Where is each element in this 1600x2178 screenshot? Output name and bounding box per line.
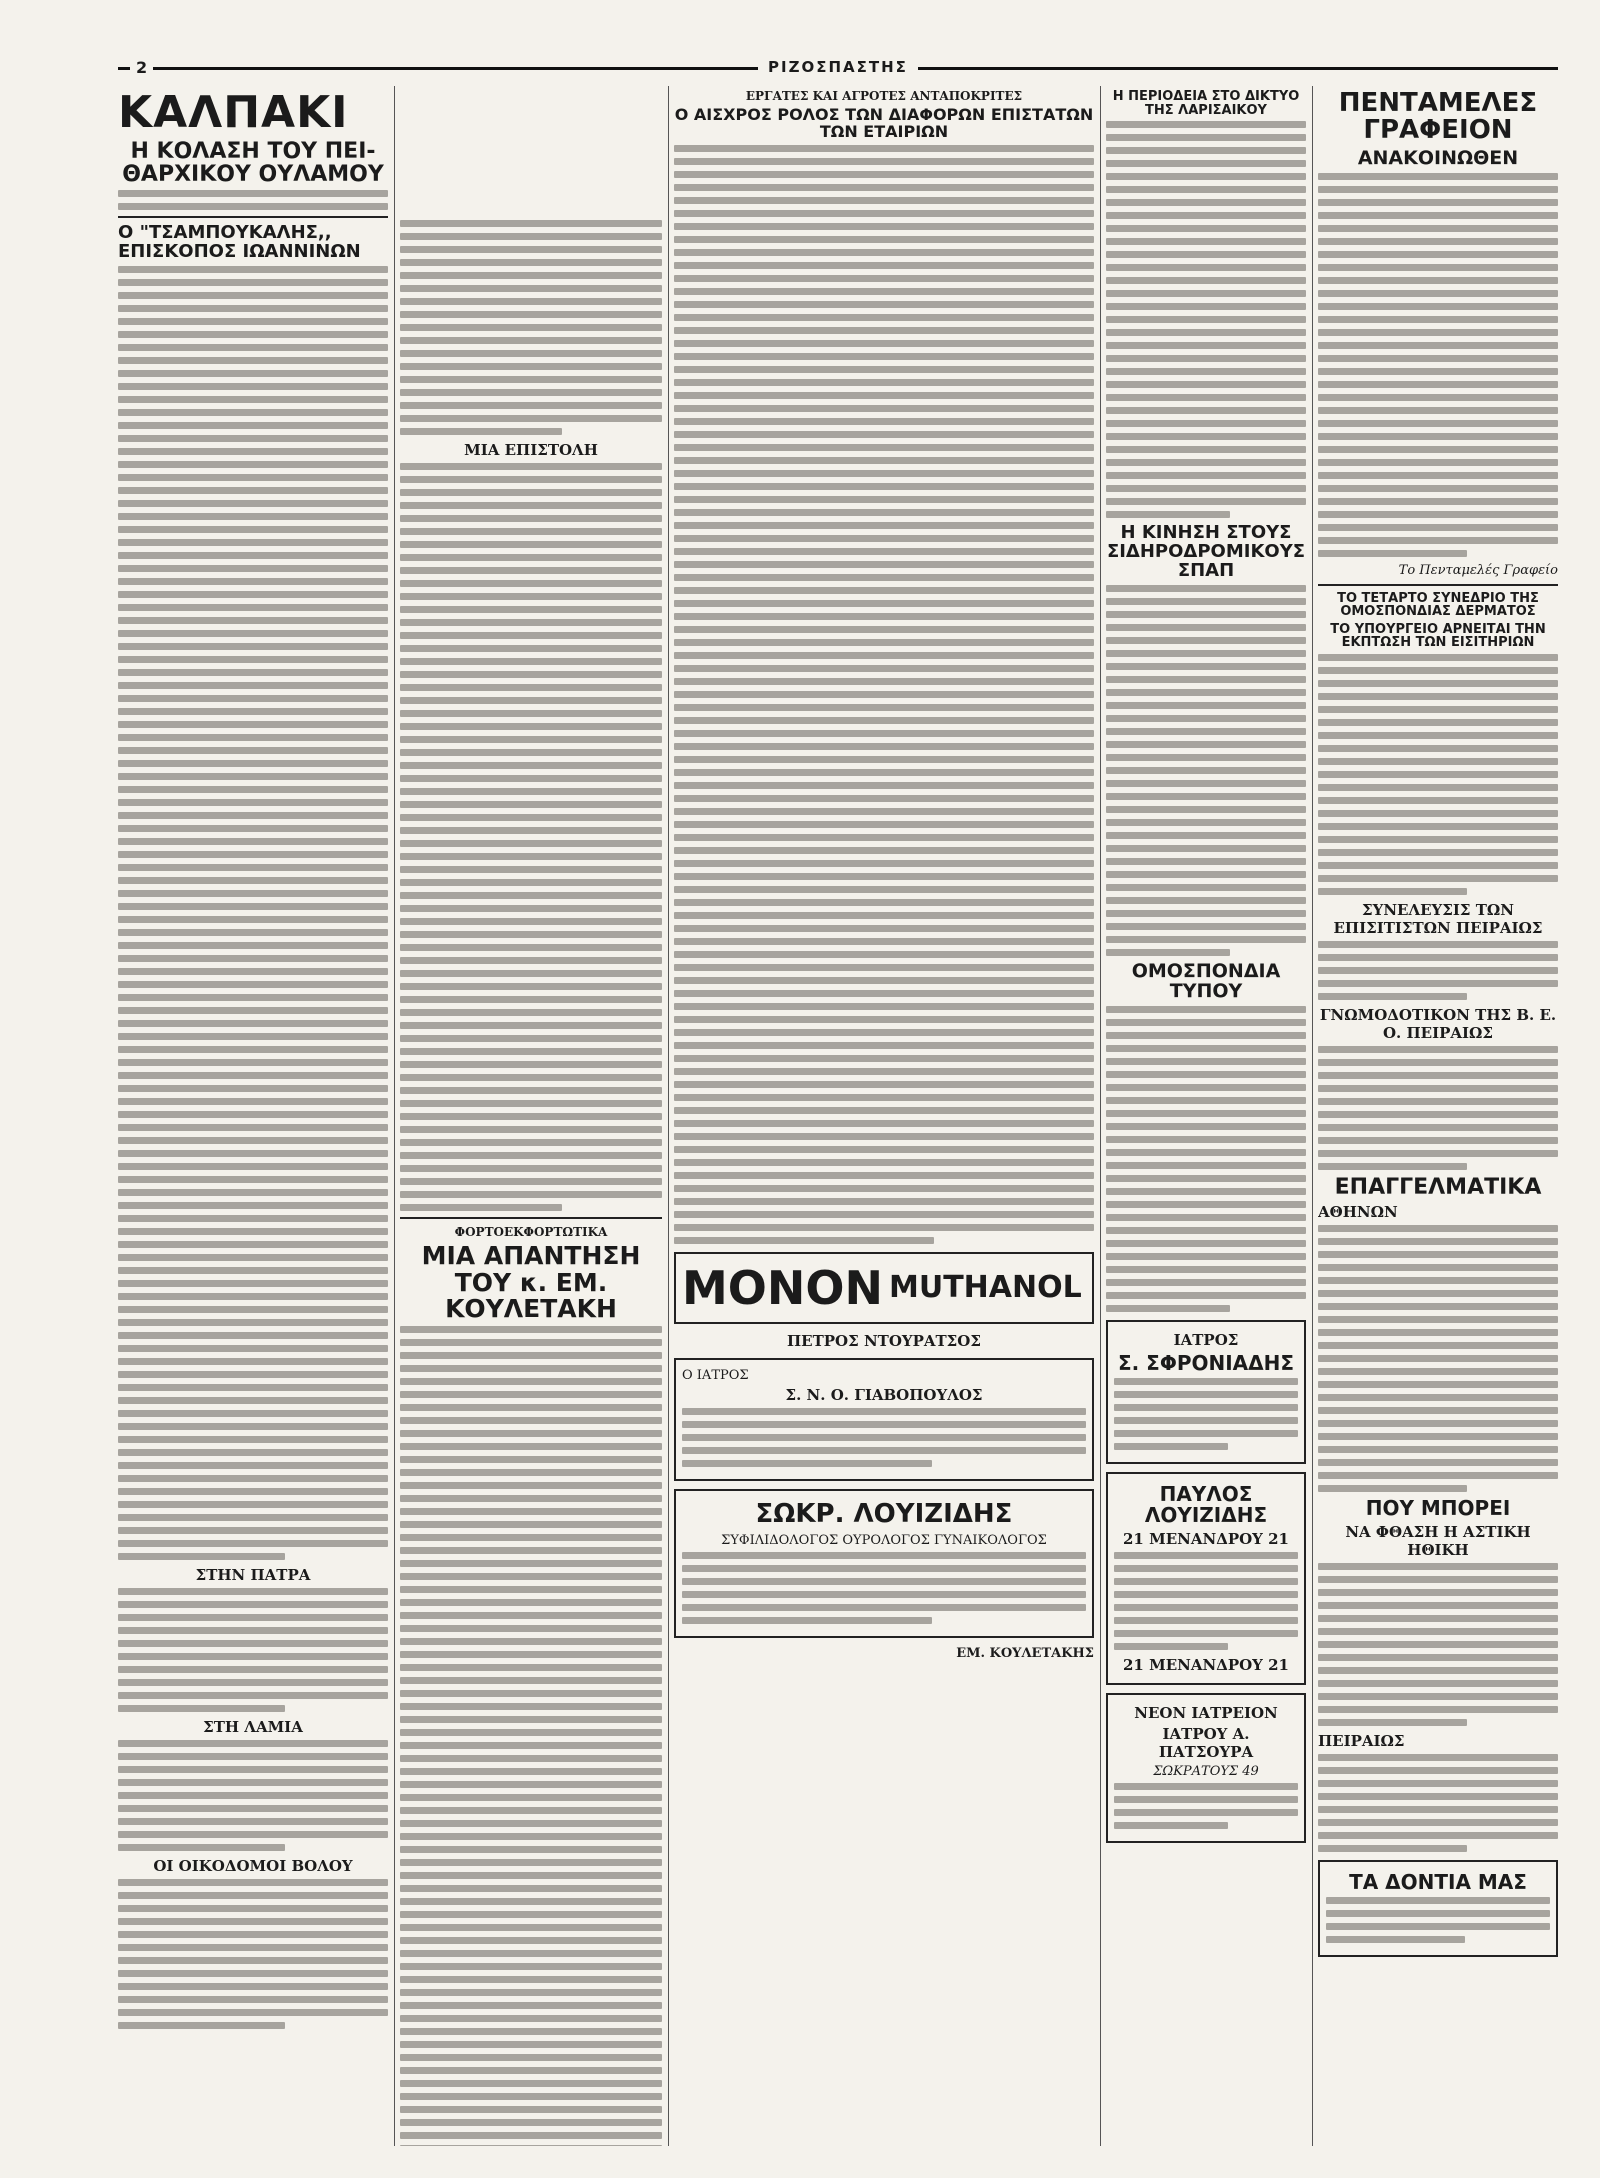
headline-epaggelmatika: ΕΠΑΓΓΕΛΜΑΤΙΚΑ <box>1334 1175 1542 1201</box>
ad-iatros-name: Σ. ΣΦΡΟΝΙΑΔΗΣ <box>1117 1350 1295 1375</box>
ad-doctor-label: Ο ΙΑΤΡΟΣ <box>682 1368 749 1384</box>
headline-kalpaki: ΚΑΛΠΑΚΙ <box>118 87 349 138</box>
ad-doctor-name: Σ. Ν. Ο. ΓΙΑΒΟΠΟΥΛΟΣ <box>785 1386 983 1405</box>
headline-pentameles: ΠΕΝΤΑΜΕΛΕΣ ΓΡΑΦΕΙΟΝ <box>1338 88 1538 146</box>
newspaper-title: ΡΙΖΟΣΠΑΣΤΗΣ <box>758 58 918 76</box>
subheadline-kolasi: Η ΚΟΛΑΣΗ ΤΟΥ ΠΕΙ-ΘΑΡΧΙΚΟΥ ΟΥΛΑΜΟΥ <box>122 139 384 188</box>
body-text-block <box>1318 173 1558 557</box>
column-1 <box>118 86 388 2146</box>
ad-neo-name: ΙΑΤΡΟΥ Α. ΠΑΤΣΟΥΡΑ <box>1158 1724 1254 1761</box>
signature: ΕΜ. ΚΟΥΛΕΤΑΚΗΣ <box>956 1645 1094 1661</box>
headline-derm-1: ΤΟ ΤΕΤΑΡΤΟ ΣΥΝΕΔΡΙΟ ΤΗΣ ΟΜΟΣΠΟΝΔΙΑΣ ΔΕΡΜΑΤΟΣ <box>1337 590 1539 620</box>
body-text-block <box>1106 585 1306 956</box>
column-rule <box>1312 86 1313 2146</box>
ad-body <box>682 1552 1086 1624</box>
headline-aisxros-rolos: Ο ΑΙΣΧΡΟΣ ΡΟΛΟΣ ΤΩΝ ΔΙΑΦΟΡΩΝ ΕΠΙΣΤΑΤΩΝ ΤΩΝ ΕΤΑΙΡΙΩΝ <box>674 105 1094 142</box>
page-number: 2 <box>130 58 153 77</box>
section-rule <box>1318 584 1558 586</box>
section-rule <box>118 216 388 218</box>
column-5 <box>1318 86 1558 2146</box>
ad-muthanol <box>674 1252 1094 1324</box>
subhead-patra: ΣΤΗΝ ΠΑΤΡΑ <box>195 1566 311 1585</box>
kicker-periodeia: Η ΠΕΡΙΟΔΕΙΑ ΣΤΟ ΔΙΚΤΥΟ ΤΗΣ ΛΑΡΙΣΑΙΚΟΥ <box>1112 89 1300 118</box>
body-text-block <box>1318 1225 1558 1492</box>
body-text-block <box>1106 121 1306 518</box>
subhead-athinon: ΑΘΗΝΩΝ <box>1318 1203 1398 1222</box>
subheadline-tsampoukalis: Ο "ΤΣΑΜΠΟΥΚΑΛΗΣ,, ΕΠΙΣΚΟΠΟΣ ΙΩΑΝΝΙΝΩΝ <box>118 222 361 263</box>
newspaper-page <box>118 58 1558 2150</box>
ad-agent: ΠΕΤΡΟΣ ΝΤΟΥΡΑΤΣΟΣ <box>787 1332 981 1351</box>
body-text-block <box>400 463 662 1211</box>
ad-neo-address: ΣΩΚΡΑΤΟΥΣ 49 <box>1153 1763 1259 1779</box>
column-2 <box>400 86 662 2146</box>
body-text-block <box>1318 1046 1558 1170</box>
column-rule <box>394 86 395 2146</box>
ad-body <box>1326 1897 1550 1943</box>
body-text-block <box>1318 1563 1558 1726</box>
subhead-volos: ΟΙ ΟΙΚΟΔΟΜΟΙ ΒΟΛΟΥ <box>153 1857 353 1876</box>
ad-muthanol-brand: MUTHANOL <box>888 1270 1082 1306</box>
ad-louizidis-sub: ΣΥΦΙΛΙΔΟΛΟΓΟΣ ΟΥΡΟΛΟΓΟΣ ΓΥΝΑΙΚΟΛΟΓΟΣ <box>721 1532 1047 1548</box>
signature-pentameles: Το Πενταμελές Γραφείο <box>1398 562 1558 578</box>
subhead-lamia: ΣΤΗ ΛΑΜΙΑ <box>203 1718 303 1737</box>
headline-kinisi: Η ΚΙΝΗΣΗ ΣΤΟΥΣ ΣΙΔΗΡΟΔΡΟΜΙΚΟΥΣ ΣΠΑΠ <box>1106 522 1306 582</box>
headline-ta-dontia: ΤΑ ΔΟΝΤΙΑ ΜΑΣ <box>1349 1870 1527 1895</box>
body-text-block <box>674 145 1094 1244</box>
column-3 <box>674 86 1094 2146</box>
body-text-block <box>400 220 662 435</box>
ad-body <box>1114 1552 1298 1650</box>
body-text-block <box>1318 1754 1558 1852</box>
headline-gnomodotikon: ΓΝΩΜΟΔΟΤΙΚΟΝ ΤΗΣ Β. Ε. Ο. ΠΕΙΡΑΙΩΣ <box>1319 1006 1557 1043</box>
column-rule <box>1100 86 1101 2146</box>
body-text-block <box>118 190 388 210</box>
body-text-block <box>118 1879 388 2029</box>
column-4 <box>1106 86 1306 2146</box>
body-text-block <box>118 266 388 1560</box>
ad-doctor-giavopoulos <box>674 1358 1094 1481</box>
subheadline-anakoinothen: ΑΝΑΚΟΙΝΩΘΕΝ <box>1357 146 1519 169</box>
ad-pavlos-name: ΠΑΥΛΟΣ ΛΟΥΙΖΙΔΗΣ <box>1144 1481 1268 1527</box>
body-text-block <box>400 1326 662 2146</box>
ad-neo-iatreion <box>1106 1693 1306 1843</box>
ad-pavlos-louizidis <box>1106 1472 1306 1685</box>
masthead <box>118 58 1558 80</box>
subheadline-pou-mporei: ΝΑ ΦΘΑΣΗ Η ΑΣΤΙΚΗ ΗΘΙΚΗ <box>1345 1523 1531 1560</box>
body-text-block <box>1106 1006 1306 1312</box>
section-rule <box>400 1217 662 1219</box>
ad-body <box>1114 1378 1298 1450</box>
ad-body <box>1114 1783 1298 1829</box>
body-text-block <box>118 1588 388 1712</box>
kicker-ergates: ΕΡΓΑΤΕΣ ΚΑΙ ΑΓΡΟΤΕΣ ΑΝΤΑΠΟΚΡΙΤΕΣ <box>745 89 1023 103</box>
column-rule <box>668 86 669 2146</box>
ad-sokr-louizidis <box>674 1489 1094 1637</box>
body-text-block <box>1318 941 1558 1000</box>
ad-pavlos-address-2: 21 ΜΕΝΑΝΔΡΟΥ 21 <box>1123 1655 1289 1674</box>
body-text-block <box>1318 654 1558 895</box>
subhead-peiraios: ΠΕΙΡΑΙΩΣ <box>1318 1732 1405 1751</box>
ad-pavlos-address: 21 ΜΕΝΑΝΔΡΟΥ 21 <box>1123 1529 1289 1548</box>
ad-ta-dontia <box>1318 1860 1558 1957</box>
body-text-block <box>118 1740 388 1851</box>
headline-apantisi: ΜΙΑ ΑΠΑΝΤΗΣΗ ΤΟΥ κ. ΕΜ. ΚΟΥΛΕΤΑΚΗ <box>421 1241 641 1323</box>
ad-iatros-sfroniadis <box>1106 1320 1306 1464</box>
ad-monon: ΜΟΝΟΝ <box>682 1260 883 1315</box>
ad-iatros-label: ΙΑΤΡΟΣ <box>1173 1330 1239 1349</box>
headline-syneleusis: ΣΥΝΕΛΕΥΣΙΣ ΤΩΝ ΕΠΙΣΙΤΙΣΤΩΝ ΠΕΙΡΑΙΩΣ <box>1333 901 1543 938</box>
headline-derm-2: ΤΟ ΥΠΟΥΡΓΕΙΟ ΑΡΝΕΙΤΑΙ ΤΗΝ ΕΚΠΤΩΣΗ ΤΩΝ ΕΙΣΙΤΗΡΙΩΝ <box>1330 621 1546 651</box>
headline-pou-mporei: ΠΟΥ ΜΠΟΡΕΙ <box>1365 1496 1511 1521</box>
ad-neo-title: ΝΕΟΝ ΙΑΤΡΕΙΟΝ <box>1134 1703 1278 1722</box>
reply-tag: ΦΟΡΤΟΕΚΦΟΡΤΩΤΙΚΑ <box>454 1225 608 1239</box>
ad-body <box>682 1408 1086 1467</box>
subhead-epistoli: ΜΙΑ ΕΠΙΣΤΟΛΗ <box>464 441 598 459</box>
ad-louizidis-name: ΣΩΚΡ. ΛΟΥΙΖΙΔΗΣ <box>755 1499 1013 1530</box>
headline-omospondia-typou: ΟΜΟΣΠΟΝΔΙΑ ΤΥΠΟΥ <box>1131 959 1281 1002</box>
